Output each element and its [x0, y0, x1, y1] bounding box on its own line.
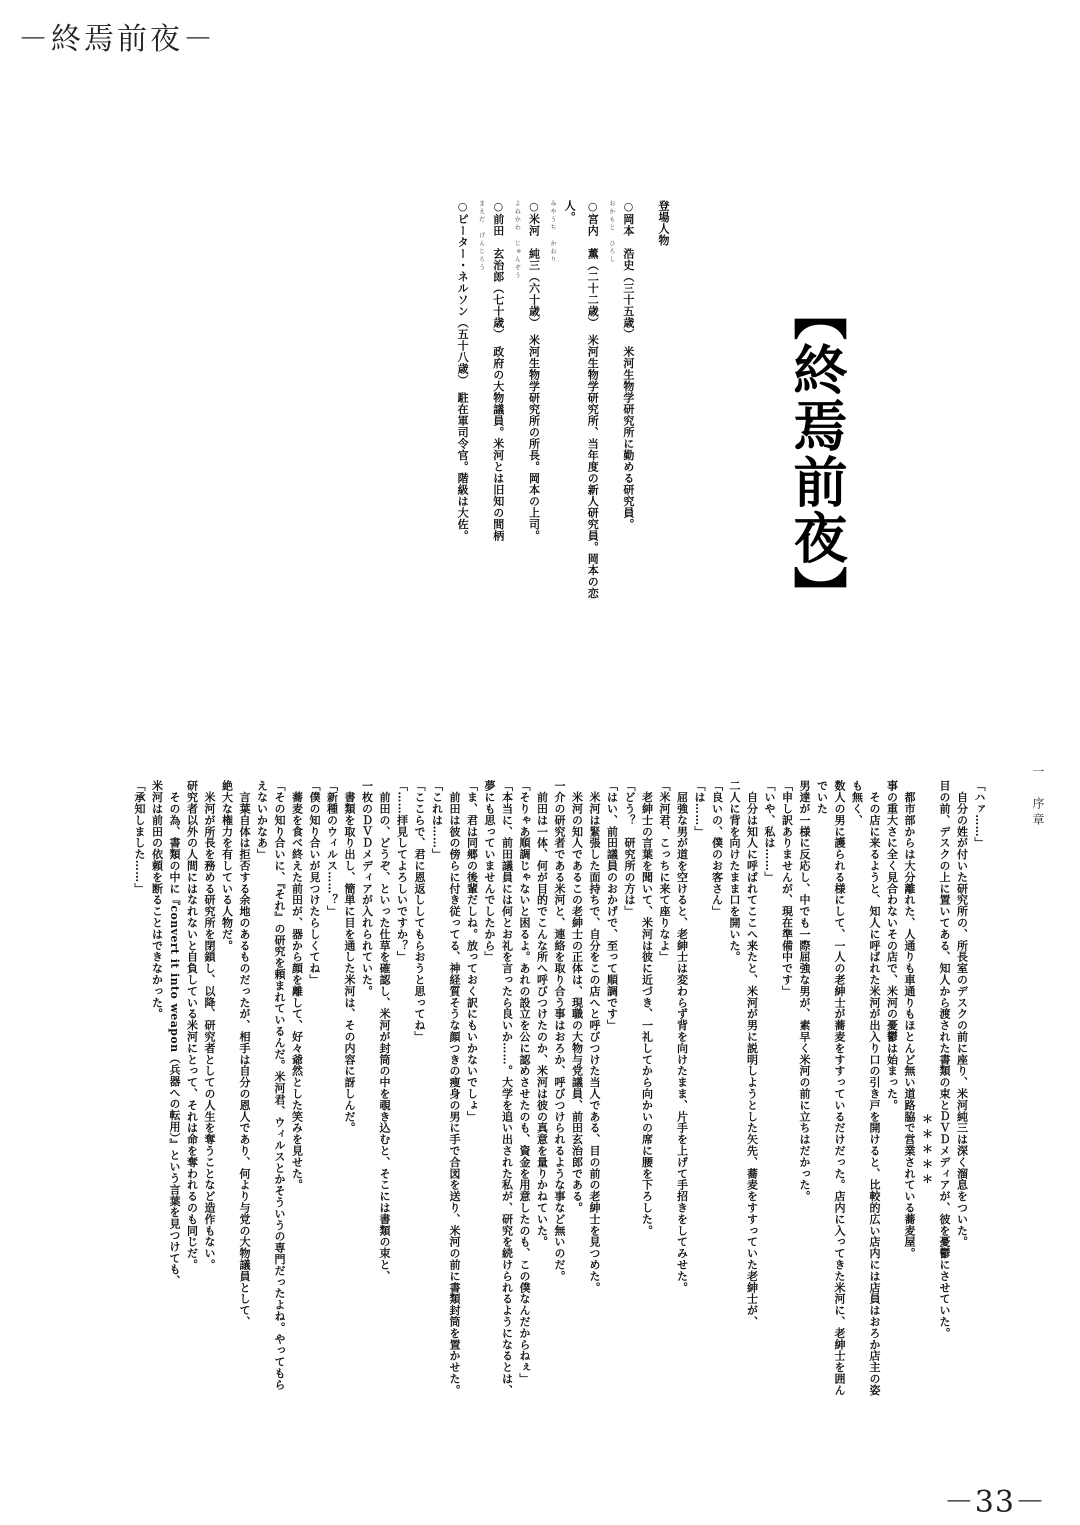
cast-entry — [522, 200, 545, 620]
body-paragraph: 前田は彼の傍らに付き従ってる、神経質そうな顔つきの痩身の男に手で合図を送り、米河の前に書類封筒を置かせた。 — [448, 780, 461, 1396]
body-paragraph: 自分の姓が付いた研究所の、所長室のデスクの前に座り、米河純三は深く溜息をついた。 — [955, 780, 969, 1248]
body-paragraph: 夢にも思っていませんでしたから」 — [483, 780, 496, 963]
cast-desc: （二十二歳） 米河生物学研究所、当年度の新人研究員。岡本の恋人。 — [563, 200, 600, 599]
running-title: －終焉前夜－ — [18, 22, 216, 57]
body-paragraph: 「申し訳ありませんが、現在準備中です」 — [780, 780, 794, 997]
body-paragraph: 「良いの、僕のお客さん」 — [710, 780, 724, 917]
body-paragraph: その為、書類の中に『convert it into weapon（兵器への転用）』という言葉を見つけても、 — [168, 780, 181, 1287]
body-paragraph: 「はい、前田議員のおかげで、至って順調です」 — [605, 780, 619, 1031]
body-paragraph: 「僕の知り合いが見つけたらしくてね」 — [308, 780, 321, 986]
cast-name: ○米河 純三 — [527, 200, 541, 271]
page-number: －33－ — [943, 1485, 1046, 1520]
scene-separator: ＊＊＊＊＊ — [920, 1112, 934, 1188]
cast-entry — [451, 200, 474, 620]
body-paragraph: 米河が所長を務める研究所を閉鎖し、以降、研究者としての人生を奪うことなど造作もない。 — [203, 780, 216, 1271]
body-paragraph: 屈強な男が道を空けると、老紳士は変わらず背を向けたまま、片手を上げて手招きをしてみせた。 — [675, 780, 689, 1293]
body-paragraph: 老紳士の言葉を聞いて、米河は彼に近づき、一礼してから向かいの席に腰を下ろした。 — [640, 780, 654, 1236]
cast-heading: 登場人物 — [657, 200, 670, 246]
body-paragraph: 「本当に、前田議員には何とお礼を言ったら良いか……。大学を追い出された私が、研究を続けられるようになるとは、 — [500, 780, 514, 1396]
cast-entry — [487, 200, 510, 620]
cast-desc: （七十歳） 政府の大物議員。米河とは旧知の間柄 — [491, 282, 505, 542]
body-paragraph: 「ここらで、君に恩返ししてもらおうと思ってね」 — [413, 780, 426, 1043]
body-paragraph: 「これは……」 — [430, 780, 444, 860]
cast-name: ○岡本 浩史 — [621, 200, 635, 271]
body-paragraph: 自分は知人に呼ばれてここへ来たと、米河が男に説明しようとした矢先、蕎麦をすすっていた老紳士が、 — [745, 780, 759, 1328]
cast-name: ○ピーター・ネルソン — [456, 200, 470, 317]
body-paragraph: 一枚のＤＶＤメディアが入れられていた。 — [360, 780, 374, 997]
body-paragraph: 「……拝見してよろしいですか？」 — [395, 780, 409, 963]
body-paragraph: 「は……」 — [693, 780, 706, 837]
body-paragraph: 前田は一体、何が目的でこんな所へ呼びつけたのか、米河は彼の真意を量りかねていた。 — [535, 780, 549, 1248]
body-paragraph: 蕎麦を食べ終えた前田が、器から顔を離して、好々爺然とした笑みを見せた。 — [290, 780, 304, 1191]
body-paragraph: 「いや、私は……」 — [763, 780, 776, 883]
cast-desc: （三十五歳） 米河生物学研究所に勤める研究員。 — [621, 271, 635, 530]
body-paragraph: 「承知しました……」 — [133, 780, 146, 894]
body-paragraph: 米河は前田の依頼を断ることはできなかった。 — [150, 780, 164, 1020]
body-paragraph: 「ま、君は同郷の後輩だしね。放っておく訳にもいかないでしょ」 — [465, 780, 479, 1122]
body-paragraph: 数人の男に護られる様にして、一人の老紳士が蕎麦をすすっているだけだった。店内に入ってきた米河に、老紳士を囲んでいた — [815, 780, 846, 1396]
body-paragraph: 一介の研究者である米河と、連絡を取り合う事はおろか、呼びつけられるような事など無いのだ。 — [553, 780, 566, 1282]
body-paragraph: 研究者以外の人間にはなれないと自負している米河にとって、それは命を奪われるのも同じだ。 — [185, 780, 199, 1271]
cast-ruby: みやうち かおり — [549, 200, 557, 264]
cast-name: ○宮内 薫 — [586, 200, 600, 260]
body-text — [58, 780, 988, 1400]
body-paragraph: 絶大な権力を有している人物だ。 — [220, 780, 234, 951]
body-paragraph: 「新種のウィルス……？」 — [325, 780, 339, 917]
body-paragraph: 書類を取り出し、簡単に目を通した米河は、その内容に訝しんだ。 — [343, 780, 356, 1134]
cast-ruby: まえだ げんじろう — [477, 200, 485, 272]
cast-desc: （五十八歳） 駐在軍司令官。階級は大佐。 — [456, 317, 470, 542]
body-paragraph: 「その知り合いに、『それ』の研究を頼まれているんだ。米河君、ウィルスとかそういうの専門だったよね。やってもらえないかなあ」 — [255, 780, 286, 1391]
body-paragraph: 米河の知人であるこの老紳士の正体は、現職の大物与党議員、前田玄治郎である。 — [570, 780, 584, 1214]
cast-ruby: よねかわ じゅんぞう — [513, 200, 521, 280]
body-paragraph: その店に来るようと、知人に呼ばれた米河が出入り口の引き戸を開けると、比較的広い店内には店員はおろか店主の姿も無く、 — [850, 780, 881, 1396]
body-paragraph: 前田の、どうぞ、といった仕草を確認し、米河が封筒の中を覗き込むと、そこには書類の束と、 — [378, 780, 391, 1282]
cast-name: ○前田 玄治郎 — [491, 200, 505, 283]
body-paragraph: 「どう？ 研究所の方は」 — [623, 780, 636, 917]
body-paragraph: 米河は緊張した面持ちで、自分をこの店へと呼びつけた当人である、目の前の老紳士を見つめた。 — [588, 780, 601, 1293]
body-paragraph: 都市部からは大分離れた、人通りも車通りもほとんど無い道路脇で営業されている蕎麦屋。 — [903, 780, 916, 1259]
cast-desc: （六十歳） 米河生物学研究所の所長。岡本の上司。 — [527, 271, 541, 542]
body-paragraph: 「そりゃあ順調じゃないと困るよ。あれの設立を公に認めさせたのも、資金を用意したのも、この僕なんだからねぇ」 — [518, 780, 531, 1385]
body-paragraph: 事の重大さに全く見合わないその店で、米河の憂鬱は始まった。 — [885, 780, 899, 1111]
body-paragraph: 二人に背を向けたまま口を開いた。 — [728, 780, 741, 963]
cast-entry — [558, 200, 604, 620]
body-paragraph: 言葉自体は拒否する余地のあるものだったが、相手は自分の恩人であり、何より与党の大物議員として、 — [238, 780, 251, 1328]
body-paragraph: 「米河君、こっちに来て座りなよ」 — [658, 780, 671, 963]
body-paragraph: 「ハァ……」 — [973, 780, 986, 849]
cast-list — [451, 200, 675, 620]
body-paragraph: 目の前、デスクの上に置いてある、知人から渡された書類の束とＤＶＤメディアが、彼を憂鬱にさせていた。 — [938, 780, 951, 1339]
chapter-heading: 一 序章 — [1031, 765, 1045, 829]
cast-ruby: おかもと ひろし — [607, 200, 615, 264]
body-paragraph: 男達が一様に反応し、中でも一際屈強な男が、素早く米河の前に立ちはだかった。 — [798, 780, 811, 1202]
cast-entry — [617, 200, 640, 620]
story-title: 【終焉前夜】 — [785, 286, 849, 622]
